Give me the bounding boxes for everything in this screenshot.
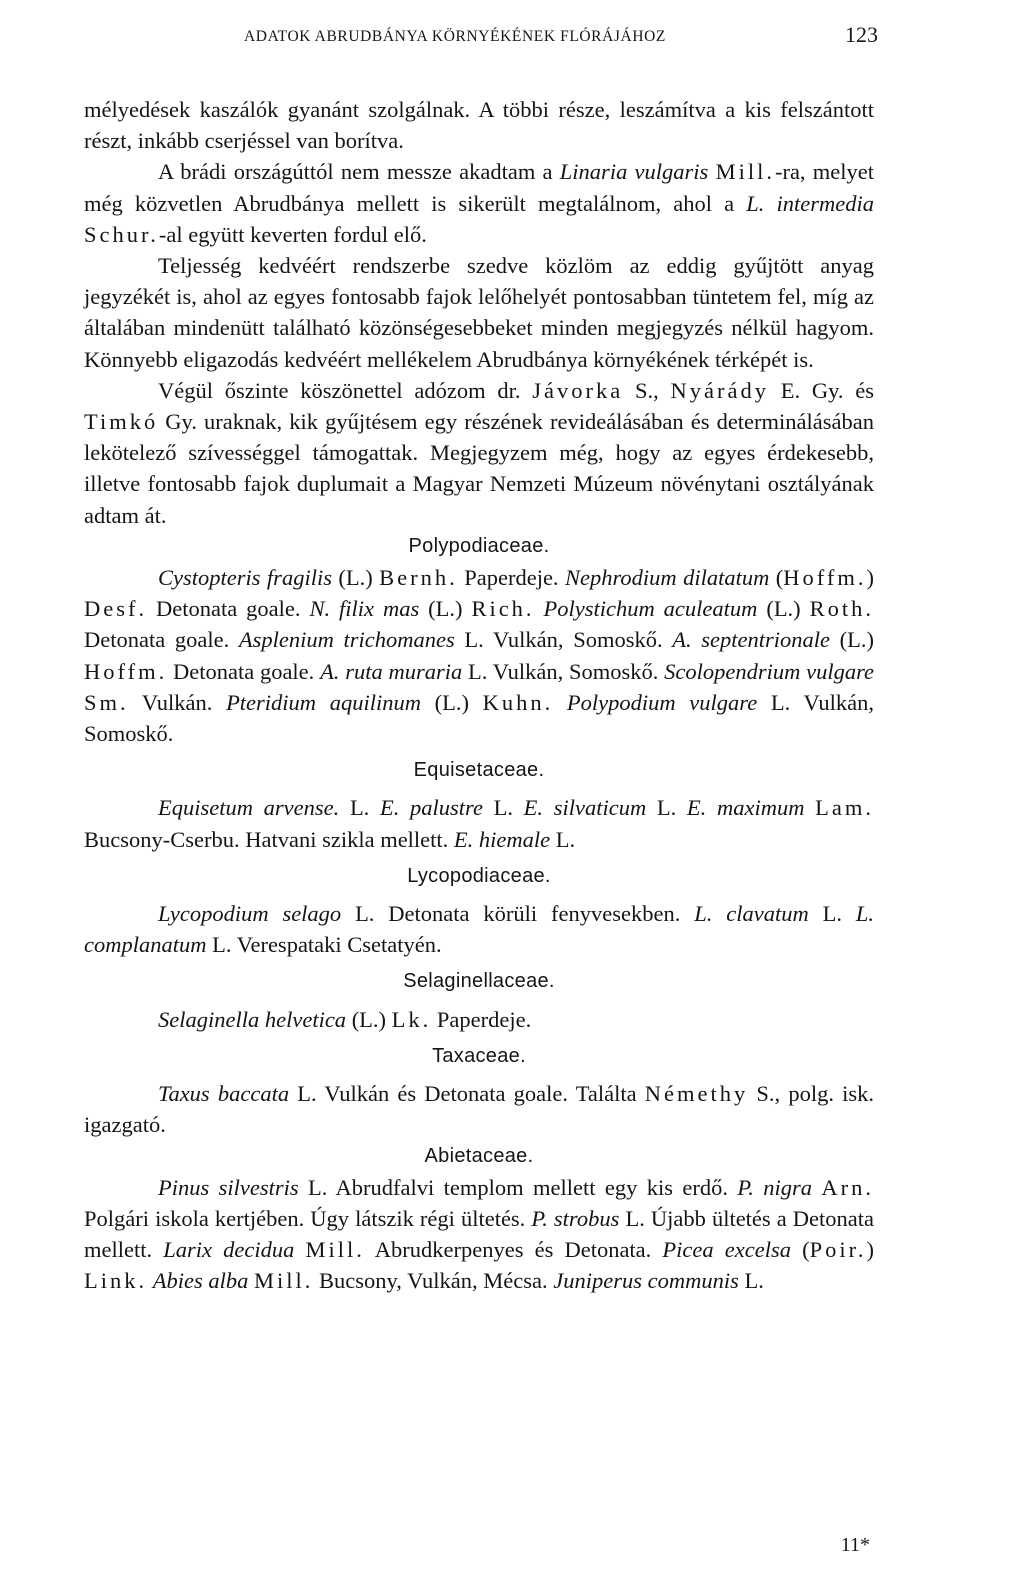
species-name: P. nigra xyxy=(737,1174,812,1200)
author-name: Poir. xyxy=(809,1237,867,1263)
author-name: Kuhn. xyxy=(482,689,554,715)
person-name: Nyárády xyxy=(670,377,769,403)
species-name: Abies alba xyxy=(152,1268,249,1294)
family-entries-selaginellaceae: Selaginella helvetica (L.) Lk. Paperdeje. xyxy=(158,1006,532,1032)
species-name: Pteridium aquilinum xyxy=(226,689,421,715)
family-entries-taxaceae: Taxus baccata L. Vulkán és Detonata goale. Találta Némethy S., polg. isk. igazgató. xyxy=(84,1081,874,1138)
species-name: E. silvaticum xyxy=(523,795,647,821)
family-heading: Polypodiaceae. xyxy=(408,534,550,557)
author-name: Mill. xyxy=(254,1268,314,1294)
family-heading: Selaginellaceae. xyxy=(403,970,555,993)
species-name: Polypodium vulgare xyxy=(566,689,758,715)
species-name: N. filix mas xyxy=(309,596,420,622)
body-text xyxy=(84,94,874,1297)
species-name: E. palustre xyxy=(379,795,483,821)
author-name: Mill. xyxy=(715,159,775,185)
page-number: 123 xyxy=(845,22,878,47)
author-name: Hoffm. xyxy=(84,658,168,684)
author-name: Sm. xyxy=(84,689,129,715)
species-name: Picea excelsa xyxy=(662,1237,791,1263)
species-name: L. clavatum xyxy=(694,901,809,927)
paragraph-4: Végül őszinte köszönettel adózom dr. Jávorka S., Nyárády E. Gy. és Timkó Gy. uraknak, kik gyűjtésem egy részének revideálásában és determinálásában lekötelező szívességgel támogattak. Megjegyzem még, hogy az egyes érdekesebb, illetve fontosabb fajok duplumait a Magyar Nemzeti Múzeum növénytani osztályának adtam át. xyxy=(84,377,874,528)
species-name: P. strobus xyxy=(531,1205,620,1231)
species-name: E. maximum xyxy=(686,795,805,821)
species-name: L. intermedia xyxy=(746,190,874,216)
author-name: Lk. xyxy=(391,1006,432,1032)
family-entries-equisetaceae: Equisetum arvense. L. E. palustre L. E. silvaticum L. E. maximum Lam. Bucsony-Cserbu. Hatvani szikla mellett. E. hiemale L. xyxy=(84,795,874,852)
author-name: Schur. xyxy=(84,221,159,247)
species-name: A. ruta muraria xyxy=(320,658,463,684)
author-name: Lam. xyxy=(815,795,874,821)
paragraph-3: Teljesség kedvéért rendszerbe szedve közlöm az eddig gyűjtött anyag jegyzékét is, ahol az egyes fontosabb fajok lelőhelyét pontosabban tüntetem fel, míg az általában mindenütt található közönségesebbeket minden megjegyzés nélkül hagyom. Könnyebb eligazodás kedvéért mellékelem Abrudbánya környékének térképét is. xyxy=(84,253,874,372)
species-name: Nephrodium dilatatum xyxy=(564,565,770,591)
species-name: L. complanatum xyxy=(84,901,874,958)
author-name: Hoffm. xyxy=(783,565,867,591)
species-name: Polystichum aculeatum xyxy=(543,596,758,622)
author-name: Rich. xyxy=(471,596,535,622)
paragraph-1: mélyedések kaszálók gyanánt szolgálnak. A többi része, leszámítva a kis felszántott részt, inkább cserjéssel van borítva. xyxy=(84,97,874,154)
species-name: Asplenium trichomanes xyxy=(238,627,455,653)
species-name: A. septentrionale xyxy=(672,627,830,653)
person-name: Némethy xyxy=(644,1081,749,1107)
author-name: Roth. xyxy=(809,596,874,622)
family-heading: Taxaceae. xyxy=(432,1044,526,1067)
family-entries-polypodiaceae: Cystopteris fragilis (L.) Bernh. Paperdeje. Nephrodium dilatatum (Hoffm.) Desf. Detonata goale. N. filix mas (L.) Rich. Polystichum aculeatum (L.) Roth. Detonata goale. Asplenium trichomanes L. Vulkán, Somoskő. A. septentrionale (L.) Hoffm. Detonata goale. A. ruta muraria L. Vulkán, Somoskő. Scolopendrium vulgare Sm. Vulkán. Pteridium aquilinum (L.) Kuhn. Polypodium vulgare L. Vulkán, Somoskő. xyxy=(84,565,875,747)
species-name: Equisetum arvense. xyxy=(158,795,340,821)
species-name: Pinus silvestris xyxy=(158,1174,299,1200)
species-name: Larix decidua xyxy=(163,1237,295,1263)
species-name: Taxus baccata xyxy=(158,1081,290,1107)
running-title: ADATOK ABRUDBÁNYA KÖRNYÉKÉNEK FLÓRÁJÁHOZ xyxy=(244,28,666,45)
family-heading: Abietaceae. xyxy=(424,1144,534,1167)
species-name: Lycopodium selago xyxy=(158,901,342,927)
signature-mark: 11* xyxy=(840,1534,870,1556)
person-name: Timkó xyxy=(84,409,159,435)
species-name: Cystopteris fragilis xyxy=(158,565,332,591)
family-heading: Lycopodiaceae. xyxy=(407,864,551,887)
paragraph-2: A brádi országúttól nem messze akadtam a Linaria vulgaris Mill.-ra, melyet még közvetlen Abrudbánya mellett is sikerült megtalálnom, ahol a L. intermedia Schur.-al együtt keverten fordul elő. xyxy=(84,159,875,247)
author-name: Bernh. xyxy=(379,565,458,591)
species-name: Selaginella helvetica xyxy=(158,1006,347,1032)
author-name: Desf. xyxy=(84,596,148,622)
family-entries-lycopodiaceae: Lycopodium selago L. Detonata körüli fenyvesekben. L. clavatum L. L. complanatum L. Verespataki Csetatyén. xyxy=(84,901,874,958)
author-name: Arn. xyxy=(821,1174,874,1200)
species-name: Linaria vulgaris xyxy=(559,159,709,185)
species-name: Scolopendrium vulgare xyxy=(664,658,875,684)
person-name: Jávorka xyxy=(532,377,624,403)
family-heading: Equisetaceae. xyxy=(413,759,545,782)
species-name: Juniperus communis xyxy=(553,1268,739,1294)
family-entries-abietaceae: Pinus silvestris L. Abrudfalvi templom mellett egy kis erdő. P. nigra Arn. Polgári iskola kertjében. Úgy látszik régi ültetés. P. strobus L. Újabb ültetés a Detonata mellett. Larix decidua Mill. Abrudkerpenyes és Detonata. Picea excelsa (Poir.) Link. Abies alba Mill. Bucsony, Vulkán, Mécsa. Juniperus communis L. xyxy=(84,1174,875,1294)
author-name: Mill. xyxy=(305,1237,365,1263)
species-name: E. hiemale xyxy=(453,826,551,852)
author-name: Link. xyxy=(84,1268,148,1294)
